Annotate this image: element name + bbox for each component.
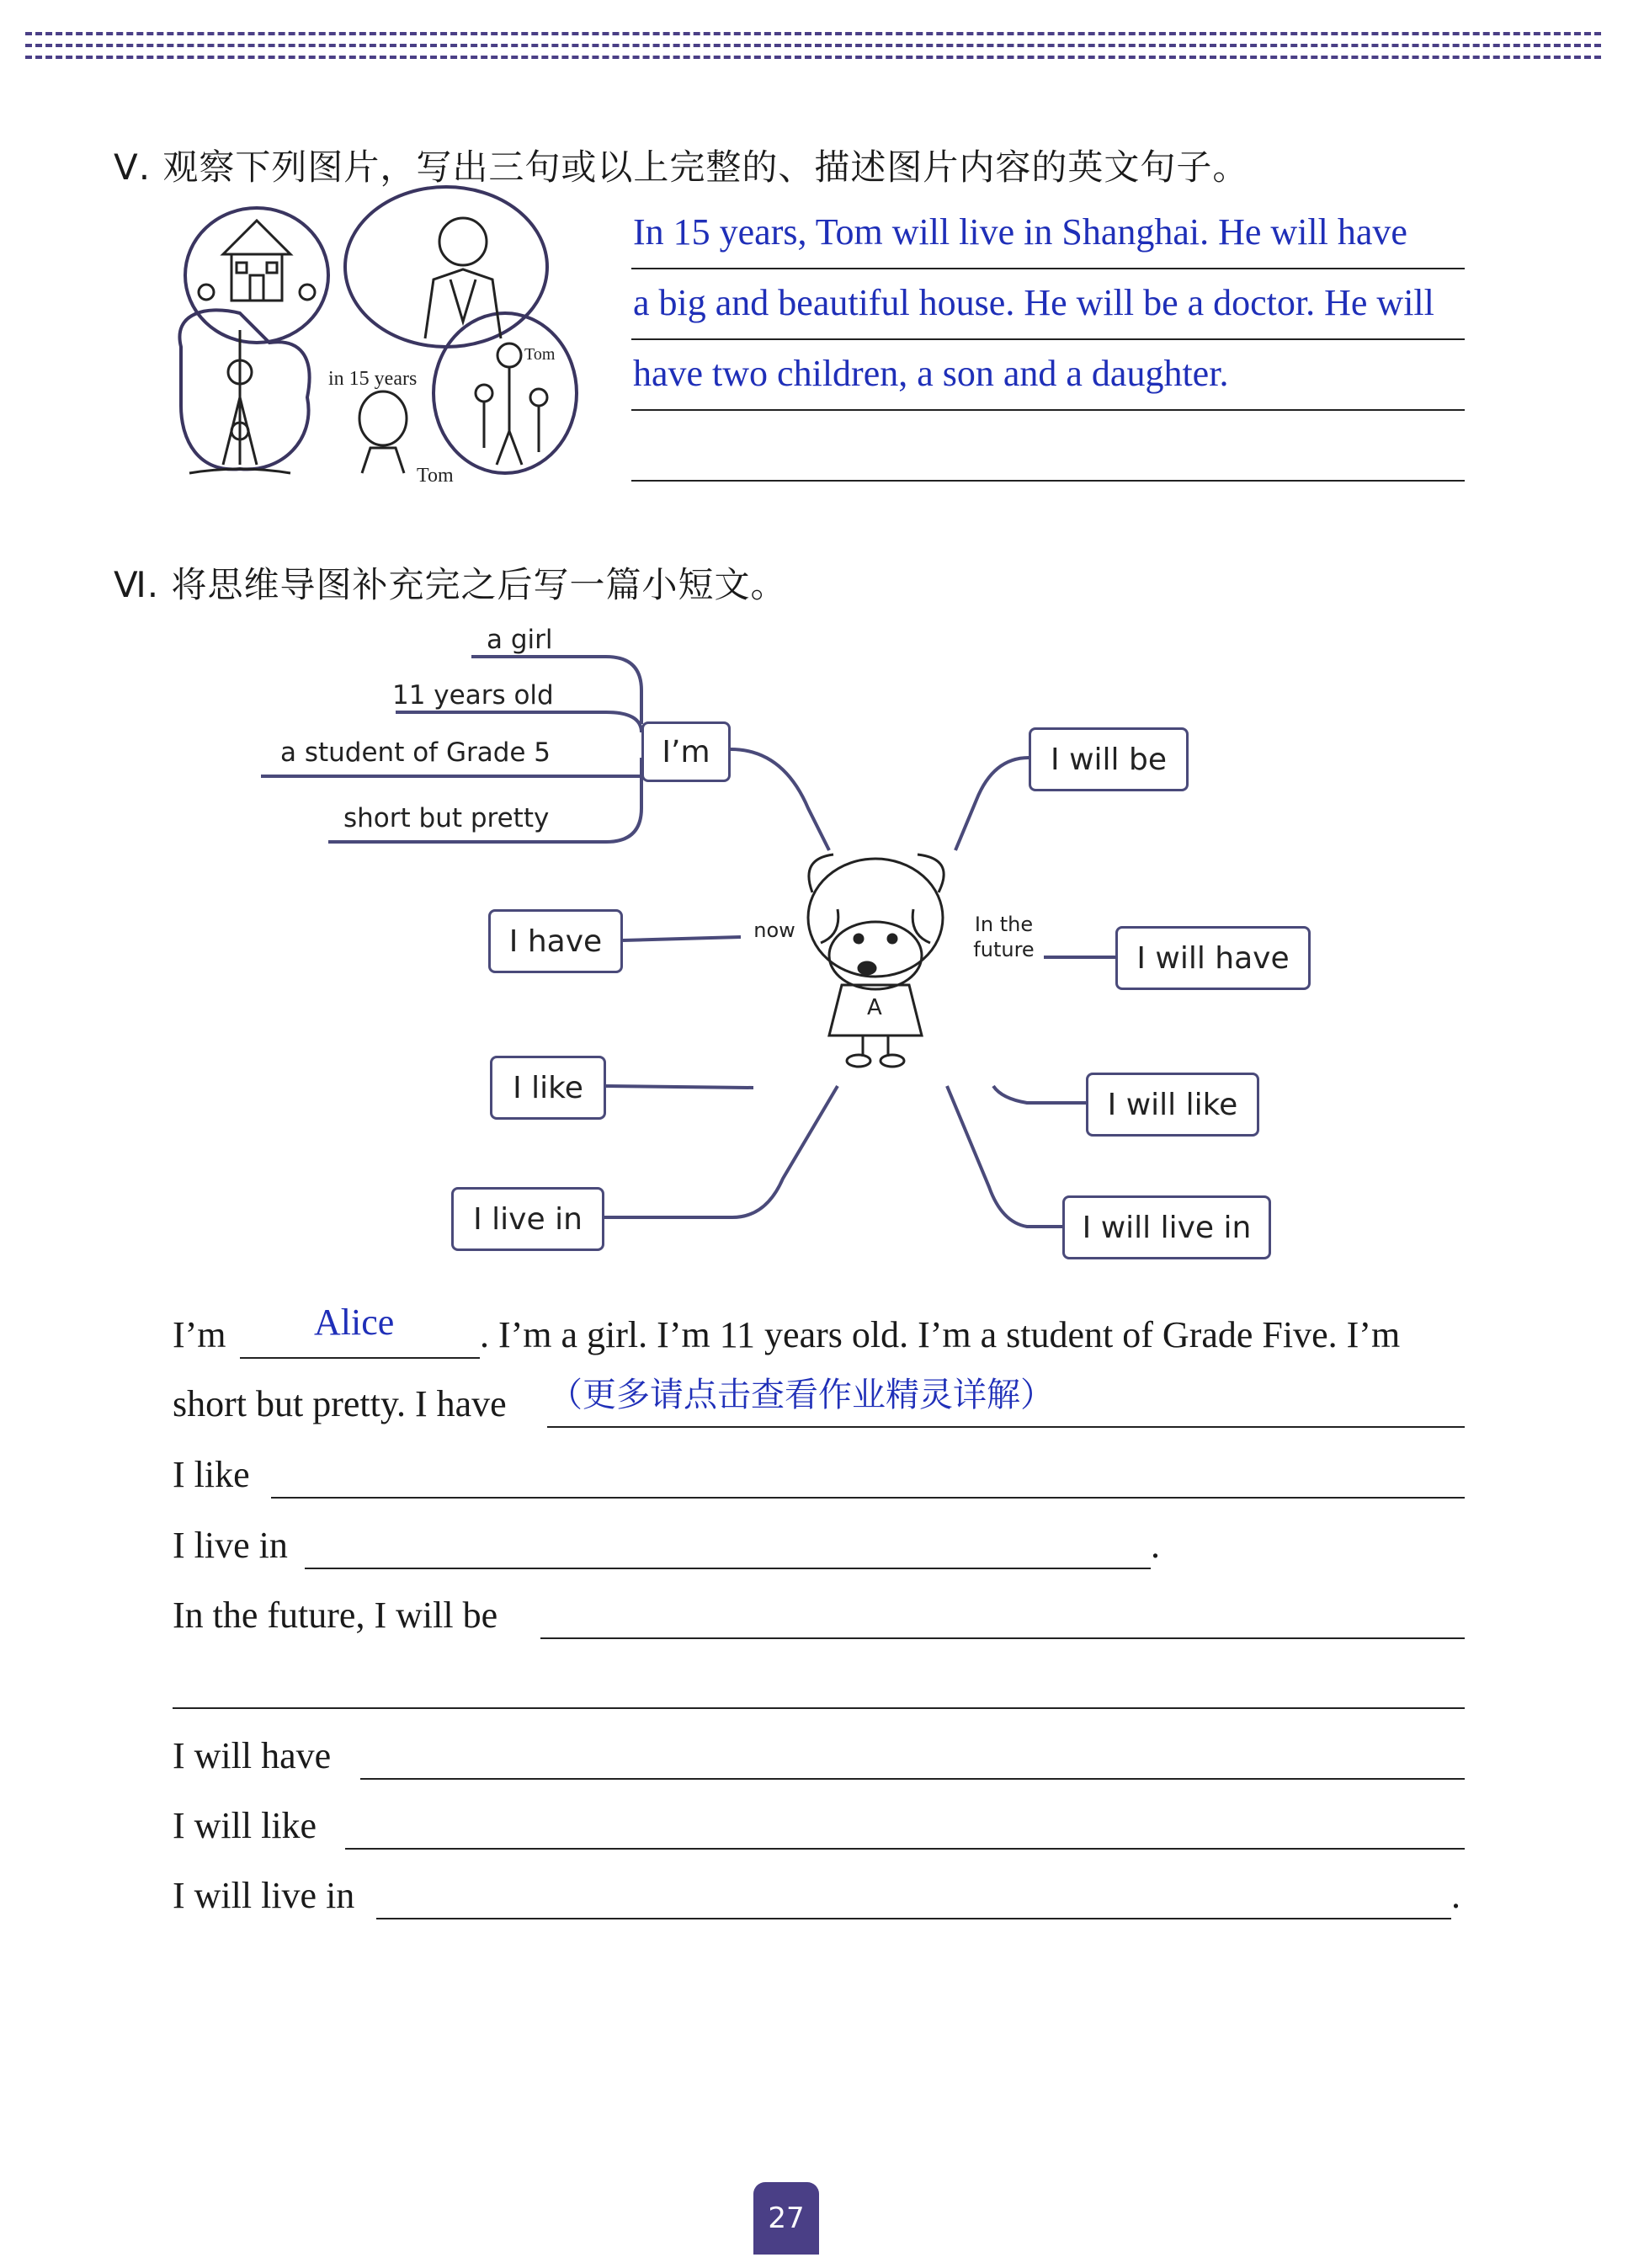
essay-blank-like xyxy=(271,1497,1465,1499)
essay-hint: （更多请点击查看作业精灵详解） xyxy=(549,1376,1054,1414)
essay-blank-will-have xyxy=(360,1778,1465,1780)
essay-blank-will-be xyxy=(540,1637,1465,1639)
mindmap-box-i-will-like: I will like xyxy=(1086,1073,1259,1137)
essay-line-4: I live in xyxy=(173,1525,288,1566)
essay-line-2-start: short but pretty. I have xyxy=(173,1383,507,1424)
answer-line-3: have two children, a son and a daughter. xyxy=(633,353,1229,394)
answer-line-2: a big and beautiful house. He will be a doctor. He will xyxy=(633,282,1434,323)
mindmap-now-label: now xyxy=(753,918,795,942)
essay-line-3: I like xyxy=(173,1454,250,1495)
section-6-title: Ⅵ. 将思维导图补充完之后写一篇小短文。 xyxy=(114,564,787,605)
essay-line-5: In the future, I will be xyxy=(173,1595,498,1636)
mindmap-box-i-like: I like xyxy=(490,1056,606,1120)
essay-blank-will-live xyxy=(376,1918,1451,1919)
essay-blank-live xyxy=(305,1568,1151,1569)
essay-line-9: I will live in xyxy=(173,1875,355,1916)
essay-line-8: I will like xyxy=(173,1805,317,1846)
mindmap-box-i-live-in: I live in xyxy=(451,1187,604,1251)
essay-line-7: I will have xyxy=(173,1735,332,1776)
im-branch-grade: a student of Grade 5 xyxy=(280,737,551,768)
essay-line-4-end: . xyxy=(1151,1525,1160,1566)
mindmap-box-i-will-be: I will be xyxy=(1029,727,1189,791)
im-branch-age: 11 years old xyxy=(392,680,554,711)
page-number: 27 xyxy=(753,2182,819,2255)
essay-blank-name xyxy=(240,1357,480,1359)
im-branch-appearance: short but pretty xyxy=(343,803,550,833)
essay-line-9-end: . xyxy=(1451,1875,1460,1916)
svg-text:A: A xyxy=(867,995,882,1020)
mindmap-box-i-will-have: I will have xyxy=(1115,926,1311,990)
essay-blank-extra xyxy=(173,1707,1465,1709)
essay-blank-have xyxy=(547,1426,1465,1428)
picture-label-years: in 15 years xyxy=(328,368,418,390)
essay-answer-name: Alice xyxy=(314,1302,395,1343)
section-5-title: Ⅴ. 观察下列图片，写出三句或以上完整的、描述图片内容的英文句子。 xyxy=(114,146,1249,188)
essay-line-1-start: I’m xyxy=(173,1314,226,1355)
picture-label-tom-top: Tom xyxy=(524,345,556,364)
mindmap-box-i-will-live-in: I will live in xyxy=(1062,1195,1271,1259)
girl-icon xyxy=(808,854,944,1067)
essay-line-1-end: . I’m a girl. I’m 11 years old. I’m a student of Grade Five. I’m xyxy=(480,1314,1401,1355)
mindmap-future-label: In the future xyxy=(973,913,1035,961)
answer-line-1: In 15 years, Tom will live in Shanghai. He will have xyxy=(633,211,1407,253)
picture-label-tom-bottom: Tom xyxy=(417,465,454,487)
im-branch-a-girl: a girl xyxy=(487,625,553,655)
essay-blank-will-like xyxy=(345,1848,1465,1850)
mindmap-box-im: I’m xyxy=(641,721,731,782)
mindmap-box-i-have: I have xyxy=(488,909,623,973)
